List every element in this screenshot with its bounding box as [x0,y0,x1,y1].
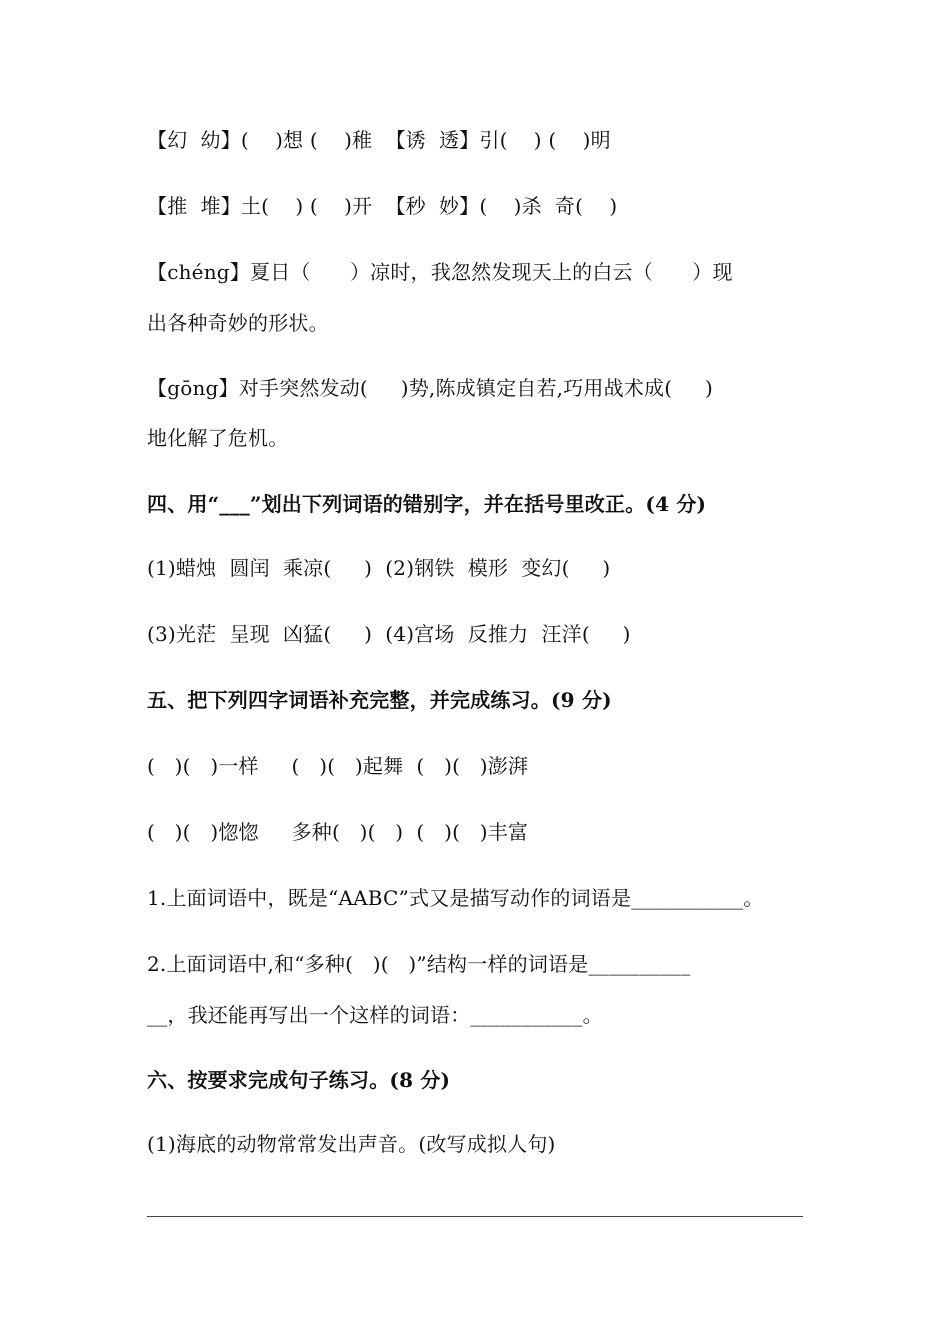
section3-gong-sentence-line-1: 【gōng】对手突然发动( )势,陈成镇定自若,巧用战术成( ) [147,376,714,400]
section4-heading: 四、用“___”划出下列词语的错别字，并在括号里改正。(4 分) [147,492,707,516]
section3-cheng-sentence-line-1: 【chéng】夏日（ ）凉时，我忽然发现天上的白云（ ）现 [147,260,733,284]
section6-heading: 六、按要求完成句子练习。(8 分) [147,1068,451,1092]
section4-row-1: (1)蜡烛 圆闰 乘凉( ) (2)钢铁 模形 变幻( ) [147,556,611,580]
section5-idiom-row-2: ( )( )惚惚 多种( )( ) ( )( )丰富 [147,820,529,844]
section5-heading: 五、把下列四字词语补充完整，并完成练习。(9 分) [147,688,612,712]
section4-row-2: (3)光茫 呈现 凶猛( ) (4)宫场 反推力 汪洋( ) [147,622,631,646]
section5-idiom-row-1: ( )( )一样 ( )( )起舞 ( )( )澎湃 [147,754,529,778]
section6-question-1: (1)海底的动物常常发出声音。(改写成拟人句) [147,1132,556,1156]
section5-question-2-line-1: 2.上面词语中,和“多种( )( )”结构一样的词语是__________ [147,952,691,976]
section5-question-1: 1.上面词语中，既是“AABC”式又是描写动作的词语是___________。 [147,886,764,910]
section3-choice-row-2: 【推 堆】土( ) ( )开 【秒 妙】( )杀 奇( ) [147,194,618,218]
answer-writing-line[interactable] [147,1216,803,1217]
section3-choice-row-1: 【幻 幼】( )想 ( )稚 【诱 透】引( ) ( )明 [147,128,611,152]
section5-question-2-line-2: __，我还能再写出一个这样的词语：___________。 [147,1003,603,1027]
section3-gong-sentence-line-2: 地化解了危机。 [147,426,289,450]
section3-cheng-sentence-line-2: 出各种奇妙的形状。 [147,311,329,335]
